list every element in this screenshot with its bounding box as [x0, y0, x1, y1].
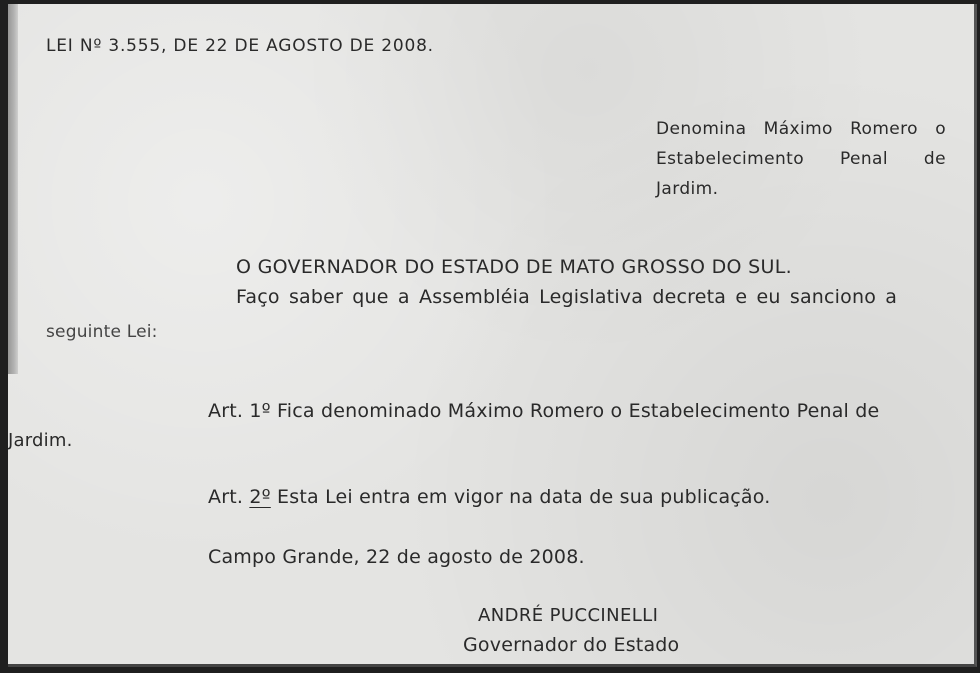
preamble-heading: O GOVERNADOR DO ESTADO DE MATO GROSSO DO SUL. — [236, 256, 792, 278]
document-page — [8, 4, 977, 667]
preamble-line-1: Faço saber que a Assembléia Legislativa decreta e eu sanciono a — [236, 286, 898, 308]
signer-name: ANDRÉ PUCCINELLI — [478, 605, 659, 626]
article-2-prefix: Art. — [208, 486, 250, 508]
scan-edge-shadow — [8, 4, 18, 374]
law-ementa: Denomina Máximo Romero o Estabelecimento Penal de Jardim. — [656, 119, 946, 199]
law-title: LEI Nº 3.555, DE 22 DE AGOSTO DE 2008. — [46, 36, 434, 56]
article-1-line-2: Jardim. — [8, 430, 73, 451]
article-1-line-1: Art. 1º Fica denominado Máximo Romero o Estabelecimento Penal de — [208, 400, 880, 422]
article-2-number: 2º — [249, 486, 271, 508]
signer-title: Governador do Estado — [463, 634, 680, 656]
preamble-line-2: seguinte Lei: — [46, 322, 158, 342]
article-2 — [208, 486, 771, 508]
place-and-date: Campo Grande, 22 de agosto de 2008. — [208, 546, 585, 568]
article-2-text: Esta Lei entra em vigor na data de sua publicação. — [270, 486, 771, 508]
